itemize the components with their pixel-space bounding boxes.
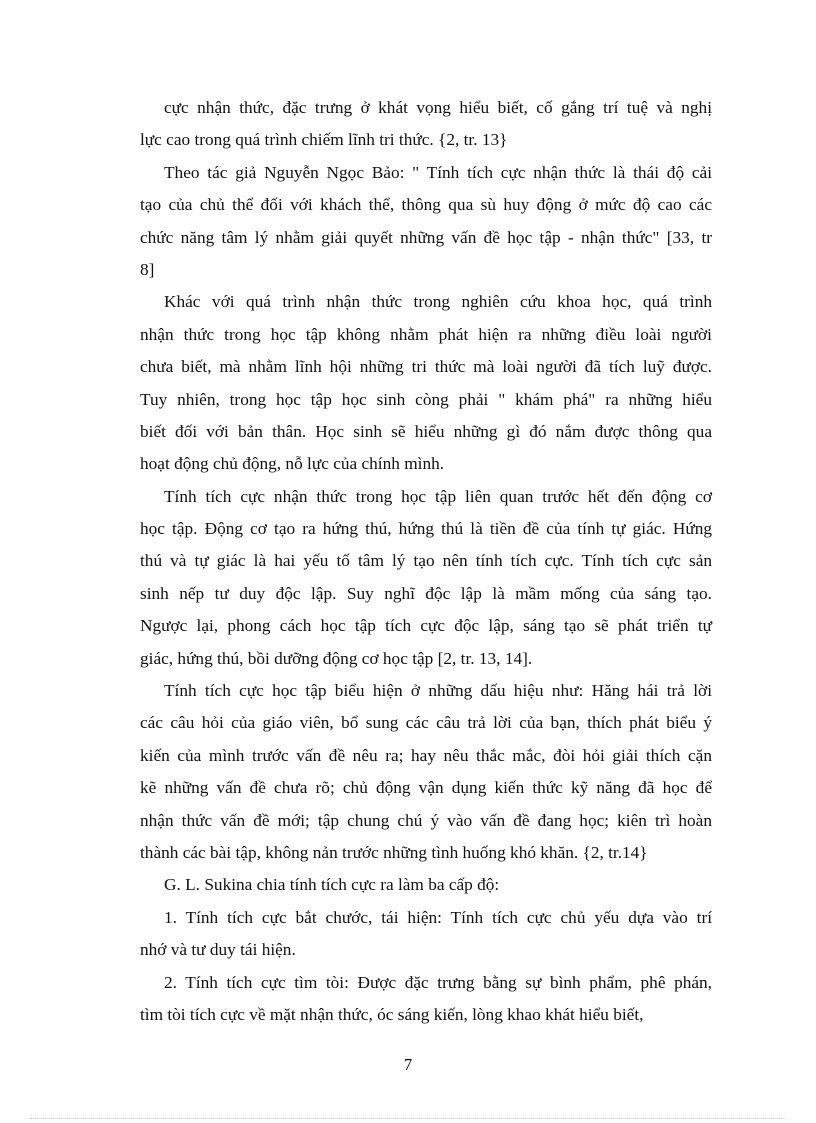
text-line: kiến của mình trước vấn đề nêu ra; hay nêu thắc mắc, đòi hỏi giải thích cặn <box>140 745 712 765</box>
page-separator <box>30 1118 786 1119</box>
page-number: 7 <box>403 1055 413 1074</box>
text-line: giác, hứng thú, bồi dưỡng động cơ học tập [2, tr. 13, 14]. <box>140 648 533 668</box>
text-line: Ngược lại, phong cách học tập tích cực độc lập, sáng tạo sẽ phát triển tự <box>140 616 712 636</box>
text-line: sinh nếp tư duy độc lập. Suy nghĩ độc lập là mầm mống của sáng tạo. <box>140 583 712 603</box>
text-line: lực cao trong quá trình chiếm lĩnh tri thức. {2, tr. 13} <box>140 130 508 150</box>
text-line: cực nhận thức, đặc trưng ở khát vọng hiểu biết, cố gắng trí tuệ và nghị <box>164 98 712 117</box>
text-line: nhớ và tư duy tái hiện. <box>140 940 296 960</box>
text-line: biết đối với bản thân. Học sinh sẽ hiểu những gì đó nắm được thông qua <box>140 421 712 441</box>
text-line: tìm tòi tích cực về mặt nhận thức, óc sáng kiến, lòng khao khát hiểu biết, <box>140 1004 644 1024</box>
text-line: chức năng tâm lý nhằm giải quyết những vấn đề học tập - nhận thức" [33, tr <box>140 227 712 247</box>
text-line: tạo của chủ thể đối với khách thể, thông qua sù huy động ở mức độ cao các <box>140 195 712 215</box>
text-line: chưa biết, mà nhằm lĩnh hội những tri thức mà loài người đã tích luỹ được. <box>140 357 712 377</box>
text-line: Tính tích cực học tập biểu hiện ở những dấu hiệu như: Hăng hái trả lời <box>164 681 712 701</box>
text-line: thành các bài tập, không nản trước những tình huống khó khăn. {2, tr.14} <box>140 842 648 862</box>
text-line: 2. Tính tích cực tìm tòi: Được đặc trưng bằng sự bình phẩm, phê phán, <box>164 972 712 992</box>
text-line: Tính tích cực nhận thức trong học tập liên quan trước hết đến động cơ <box>164 486 712 506</box>
text-line: Theo tác giả Nguyễn Ngọc Bảo: " Tính tích cực nhận thức là thái độ cải <box>164 162 712 182</box>
text-line: các câu hỏi của giáo viên, bổ sung các câu trả lời của bạn, thích phát biểu ý <box>140 713 712 733</box>
text-line: G. L. Sukina chia tính tích cực ra làm ba cấp độ: <box>164 875 500 895</box>
text-line: 1. Tính tích cực bắt chước, tái hiện: Tính tích cực chủ yếu dựa vào trí <box>164 907 712 927</box>
text-line: Tuy nhiên, trong học tập học sinh còng phải " khám phá" ra những hiểu <box>140 389 712 409</box>
text-line: Khác với quá trình nhận thức trong nghiên cứu khoa học, quá trình <box>164 292 712 312</box>
text-line: nhận thức vấn đề mới; tập chung chú ý vào vấn đề đang học; kiên trì hoàn <box>140 810 712 830</box>
text-line: kẽ những vấn đề chưa rõ; chủ động vận dụng kiến thức kỹ năng đã học để <box>140 778 712 798</box>
text-line: 8] <box>140 259 155 279</box>
text-line: nhận thức trong học tập không nhằm phát hiện ra những điều loài người <box>140 324 712 344</box>
document-body <box>140 92 712 1031</box>
text-line: học tập. Động cơ tạo ra hứng thú, hứng thú là tiền đề của tính tự giác. Hứng <box>140 519 712 539</box>
text-line: hoạt động chủ động, nỗ lực của chính mình. <box>140 454 445 474</box>
text-line: thú và tự giác là hai yếu tố tâm lý tạo nên tính tích cực. Tính tích cực sản <box>140 551 712 571</box>
